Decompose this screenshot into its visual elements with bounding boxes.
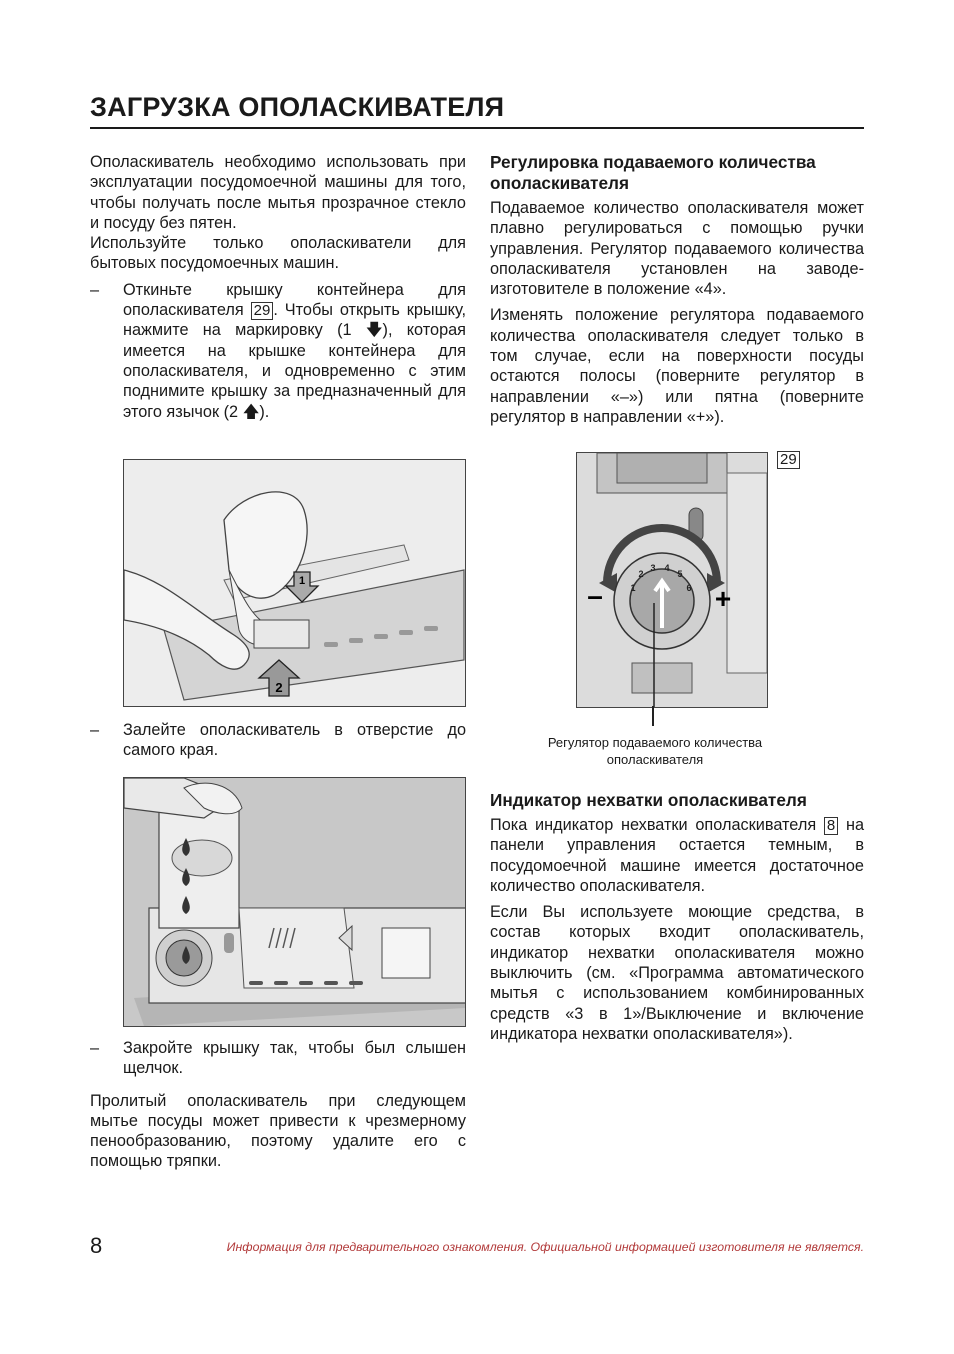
- page-number: 8: [90, 1233, 103, 1258]
- marker-label-1: 1: [298, 575, 306, 587]
- footer-disclaimer: Информация для предварительного ознакомления. Официальной информацией изготовителя не является.: [226, 1240, 864, 1254]
- adjustment-paragraph: Подаваемое количество ополаскивателя может плавно регулироваться с помощью ручки управления. Регулятор подаваемого количества ополаскивателя установлен на заводе-изготовителе в положение «4».: [490, 199, 864, 299]
- figure-pour: [123, 777, 466, 1027]
- dial-number: 5: [677, 569, 683, 579]
- spill-paragraph: Пролитый ополаскиватель при следующем мытье посуды может привести к чрезмерному пенообразованию, поэтому удалите его с помощью тряпки.: [90, 1091, 466, 1171]
- dial-number: 3: [650, 563, 656, 573]
- figure-dial: [576, 452, 768, 708]
- dial-minus-label: –: [587, 580, 603, 611]
- section-heading-indicator: Индикатор нехватки ополаскивателя: [490, 790, 807, 810]
- step-text: ).: [259, 402, 270, 421]
- dash-bullet: –: [90, 1039, 100, 1057]
- section-heading-adjustment: Регулировка подаваемого количества ополаскивателя: [490, 152, 816, 193]
- adjustment-note-paragraph: Изменять положение регулятора подаваемого количества ополаскивателя следует только в том случае, если на поверхности посуды остаются полосы (поверните регулятор в направлении «–») или пятна (поверните регулятор в направлении «+»).: [490, 306, 864, 426]
- dash-bullet: –: [90, 280, 100, 299]
- arrow-down-icon: 🡇: [365, 321, 383, 340]
- figure-ref-box: 29: [777, 451, 800, 469]
- dial-number: 2: [638, 569, 644, 579]
- indicator-text: Пока индикатор нехватки ополаскивателя: [490, 816, 817, 834]
- intro-paragraph: Ополаскиватель необходимо использовать при эксплуатации посудомоечной машины для того, чтобы получать после мытья прозрачное стекло и посуду без пятен.: [90, 153, 466, 232]
- dial-caption: Регулятор подаваемого количества ополаскивателя: [547, 735, 763, 767]
- usage-paragraph: Используйте только ополаскиватели для бытовых посудомоечных машин.: [90, 234, 466, 273]
- step-close: [90, 1038, 466, 1172]
- indicator-paragraph: [490, 815, 864, 896]
- page-title: ЗАГРУЗКА ОПОЛАСКИВАТЕЛЯ: [90, 92, 505, 122]
- right-column-top: [490, 152, 864, 427]
- combi-paragraph: Если Вы используете моющие средства, в состав которых входит ополаскиватель, индикатор нехватки ополаскивателя можно выключить (см. «Программа автоматического мытья с использованием комбинированных средств «3 в 1»/Выключение и включение индикатора нехватки ополаскивателя»).: [490, 903, 864, 1043]
- arrow-up-icon: 🡅: [242, 402, 260, 421]
- dial-number: 4: [664, 563, 670, 573]
- dial-plus-label: +: [714, 583, 732, 614]
- marker-label-2: 2: [275, 680, 283, 695]
- title-rule: [90, 127, 864, 129]
- step-open-lid: [90, 280, 466, 422]
- reference-box: 8: [824, 817, 838, 835]
- left-column: [90, 152, 466, 422]
- step-text: Откиньте крышку контейнера для ополаскивателя: [123, 280, 466, 320]
- dial-number: 6: [686, 583, 692, 593]
- figure-open-lid: [123, 459, 466, 707]
- reference-box: 29: [251, 302, 274, 320]
- step-text: Залейте ополаскиватель в отверстие до самого края.: [123, 721, 466, 760]
- right-column-bottom: [490, 790, 864, 1044]
- step-text: Закройте крышку так, чтобы был слышен щелчок.: [123, 1039, 466, 1078]
- indicator-text: на панели управления остается темным, в посудомоечной машине имеется достаточное количество ополаскивателя.: [490, 816, 864, 895]
- dash-bullet: –: [90, 721, 100, 739]
- step-text: ), которая имеется на крышке контейнера для ополаскивателя, и одновременно с этим поднимите крышку за предназначенный для этого язычок (2: [123, 321, 466, 421]
- step-fill: [90, 720, 466, 761]
- callout-line: [652, 706, 654, 726]
- dial-number: 1: [630, 583, 636, 593]
- step-text: . Чтобы открыть крышку, нажмите на маркировку (1: [123, 301, 467, 340]
